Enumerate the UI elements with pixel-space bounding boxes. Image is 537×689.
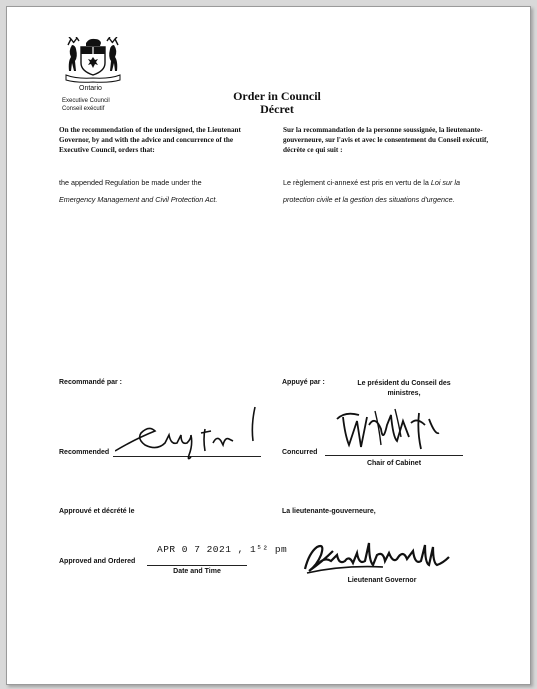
conseil-executif-label: Conseil exécutif — [62, 106, 105, 112]
lieutenante-gouverneure-label: La lieutenante-gouverneure, — [282, 508, 376, 515]
date-and-time-label: Date and Time — [173, 568, 221, 575]
chair-of-cabinet-label: Chair of Cabinet — [366, 460, 422, 467]
approuve-label: Approuvé et décrété le — [59, 508, 135, 515]
chair-signature-icon — [335, 407, 445, 453]
concurred-label: Concurred — [282, 449, 318, 456]
body-french — [283, 174, 493, 208]
appuye-par-label: Appuyé par : — [282, 379, 325, 386]
act-title-french: Loi sur la protection civile et la gestion des situations d'urgence. — [283, 178, 460, 204]
ontario-coat-of-arms-icon — [62, 37, 124, 83]
preamble-french: Sur la recommandation de la personne soussignée, la lieutenante-gouverneure, sur l'avis et avec le consentement du Conseil exécutif, décrète ce qui suit : — [283, 126, 489, 154]
act-title-english: Emergency Management and Civil Protection Act. — [59, 195, 218, 204]
title-french: Décret — [260, 102, 294, 116]
body-french-text: Le règlement ci-annexé est pris en vertu de la — [283, 178, 431, 187]
concurred-signature-line — [325, 455, 463, 456]
document-page — [6, 6, 531, 685]
approved-date-line — [147, 565, 247, 566]
recommended-label: Recommended — [59, 449, 110, 456]
body-english-text: the appended Regulation be made under the — [59, 178, 202, 187]
president-conseil-label: Le président du Conseil des ministres, — [357, 380, 451, 397]
executive-council-label: Executive Council — [62, 98, 110, 104]
approved-label: Approved and Ordered — [59, 558, 136, 565]
title-english: Order in Council — [233, 89, 321, 103]
recommande-par-label: Recommandé par : — [59, 379, 123, 386]
minister-signature-icon — [115, 405, 275, 461]
lieutenant-governor-label: Lieutenant Governor — [347, 577, 417, 584]
ontario-label: Ontario — [79, 85, 102, 92]
body-english — [59, 174, 269, 208]
lieutenant-governor-signature-icon — [303, 535, 453, 575]
preamble-english: On the recommendation of the undersigned, the Lieutenant Governor, by and with the advice and concurrence of the Executive Council, orders that: — [59, 126, 241, 154]
handwritten-date: APR 0 7 2021 , 1⁵² pm — [157, 544, 288, 555]
